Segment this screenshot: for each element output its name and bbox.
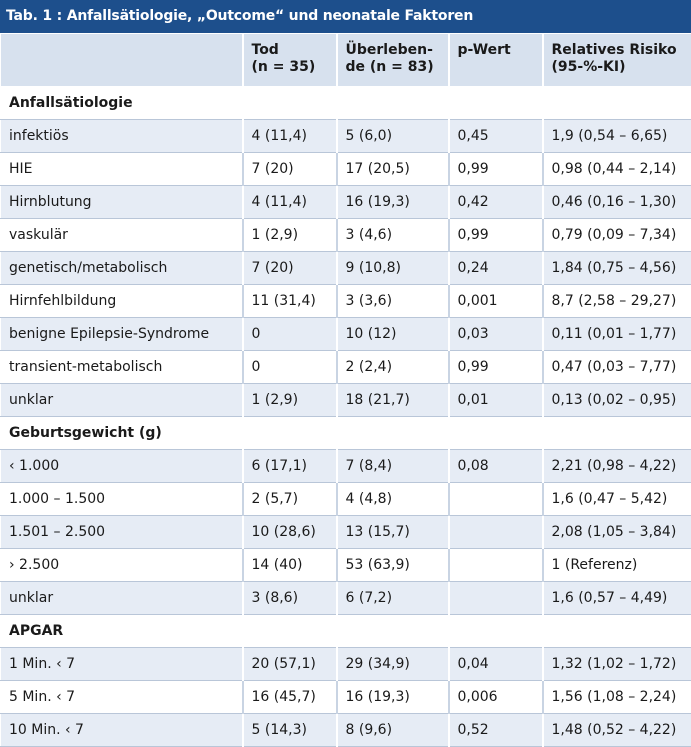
cell-tod: 4 (11,4)	[243, 186, 337, 219]
cell-label: › 2.500	[1, 549, 243, 582]
cell-p-wert: 0,99	[449, 219, 543, 252]
header-ueberlebende-line2: de (n = 83)	[346, 59, 434, 75]
section-heading: APGAR	[1, 615, 691, 648]
cell-relatives-risiko: 1,84 (0,75 – 4,56)	[543, 252, 691, 285]
cell-relatives-risiko: 1,6 (0,57 – 4,49)	[543, 582, 691, 615]
cell-tod: 20 (57,1)	[243, 648, 337, 681]
cell-ueberlebende: 7 (8,4)	[337, 450, 449, 483]
cell-p-wert: 0,42	[449, 186, 543, 219]
cell-label: 5 Min. ‹ 7	[1, 681, 243, 714]
cell-relatives-risiko: 0,11 (0,01 – 1,77)	[543, 318, 691, 351]
header-cell-relatives-risiko	[543, 34, 691, 87]
cell-p-wert	[449, 516, 543, 549]
cell-label: unklar	[1, 582, 243, 615]
cell-p-wert: 0,04	[449, 648, 543, 681]
header-tod-line2: (n = 35)	[252, 59, 316, 75]
cell-label: 1.000 – 1.500	[1, 483, 243, 516]
cell-ueberlebende: 29 (34,9)	[337, 648, 449, 681]
cell-relatives-risiko: 1,48 (0,52 – 4,22)	[543, 714, 691, 747]
cell-label: infektiös	[1, 120, 243, 153]
cell-label: HIE	[1, 153, 243, 186]
cell-ueberlebende: 3 (3,6)	[337, 285, 449, 318]
cell-tod: 14 (40)	[243, 549, 337, 582]
cell-ueberlebende: 18 (21,7)	[337, 384, 449, 417]
cell-label: benigne Epilepsie-Syndrome	[1, 318, 243, 351]
section-row	[1, 417, 691, 450]
cell-relatives-risiko: 1,9 (0,54 – 6,65)	[543, 120, 691, 153]
cell-ueberlebende: 13 (15,7)	[337, 516, 449, 549]
section-row	[1, 87, 691, 120]
table-row	[1, 252, 691, 285]
section-heading: Geburtsgewicht (g)	[1, 417, 691, 450]
cell-tod: 5 (14,3)	[243, 714, 337, 747]
cell-relatives-risiko: 0,98 (0,44 – 2,14)	[543, 153, 691, 186]
cell-p-wert: 0,24	[449, 252, 543, 285]
cell-label: unklar	[1, 384, 243, 417]
cell-label: Hirnfehlbildung	[1, 285, 243, 318]
cell-relatives-risiko: 1,6 (0,47 – 5,42)	[543, 483, 691, 516]
cell-label: genetisch/metabolisch	[1, 252, 243, 285]
cell-ueberlebende: 6 (7,2)	[337, 582, 449, 615]
cell-p-wert: 0,52	[449, 714, 543, 747]
table-row	[1, 186, 691, 219]
cell-relatives-risiko: 0,79 (0,09 – 7,34)	[543, 219, 691, 252]
cell-tod: 0	[243, 318, 337, 351]
cell-ueberlebende: 5 (6,0)	[337, 120, 449, 153]
cell-label: ‹ 1.000	[1, 450, 243, 483]
cell-ueberlebende: 4 (4,8)	[337, 483, 449, 516]
cell-ueberlebende: 16 (19,3)	[337, 186, 449, 219]
cell-p-wert: 0,006	[449, 681, 543, 714]
cell-tod: 2 (5,7)	[243, 483, 337, 516]
cell-relatives-risiko: 1 (Referenz)	[543, 549, 691, 582]
cell-p-wert: 0,01	[449, 384, 543, 417]
cell-ueberlebende: 8 (9,6)	[337, 714, 449, 747]
cell-relatives-risiko: 2,08 (1,05 – 3,84)	[543, 516, 691, 549]
header-cell-p-wert: p-Wert	[449, 34, 543, 87]
cell-relatives-risiko: 1,32 (1,02 – 1,72)	[543, 648, 691, 681]
header-cell-tod	[243, 34, 337, 87]
table-row	[1, 318, 691, 351]
cell-tod: 16 (45,7)	[243, 681, 337, 714]
cell-p-wert: 0,001	[449, 285, 543, 318]
cell-tod: 10 (28,6)	[243, 516, 337, 549]
cell-relatives-risiko: 1,56 (1,08 – 2,24)	[543, 681, 691, 714]
cell-relatives-risiko: 8,7 (2,58 – 29,27)	[543, 285, 691, 318]
table-row	[1, 582, 691, 615]
table-row	[1, 153, 691, 186]
table-row	[1, 648, 691, 681]
cell-relatives-risiko: 2,21 (0,98 – 4,22)	[543, 450, 691, 483]
cell-p-wert	[449, 483, 543, 516]
header-rr-line1: Relatives Risiko	[552, 42, 677, 58]
header-cell-ueberlebende	[337, 34, 449, 87]
cell-relatives-risiko: 0,13 (0,02 – 0,95)	[543, 384, 691, 417]
table-row	[1, 120, 691, 153]
cell-p-wert	[449, 582, 543, 615]
cell-relatives-risiko: 0,47 (0,03 – 7,77)	[543, 351, 691, 384]
cell-relatives-risiko: 0,46 (0,16 – 1,30)	[543, 186, 691, 219]
table-row	[1, 516, 691, 549]
cell-tod: 7 (20)	[243, 153, 337, 186]
cell-tod: 11 (31,4)	[243, 285, 337, 318]
cell-tod: 0	[243, 351, 337, 384]
cell-label: vaskulär	[1, 219, 243, 252]
cell-tod: 7 (20)	[243, 252, 337, 285]
cell-label: 1.501 – 2.500	[1, 516, 243, 549]
table-title: Tab. 1 : Anfallsätiologie, „Outcome“ und neonatale Faktoren	[0, 0, 691, 33]
cell-label: 1 Min. ‹ 7	[1, 648, 243, 681]
cell-p-wert: 0,45	[449, 120, 543, 153]
cell-p-wert: 0,99	[449, 351, 543, 384]
data-table	[0, 33, 691, 747]
cell-label: Hirnblutung	[1, 186, 243, 219]
cell-ueberlebende: 17 (20,5)	[337, 153, 449, 186]
table-row	[1, 351, 691, 384]
cell-p-wert: 0,08	[449, 450, 543, 483]
table-row	[1, 681, 691, 714]
cell-tod: 4 (11,4)	[243, 120, 337, 153]
table-row	[1, 384, 691, 417]
cell-ueberlebende: 16 (19,3)	[337, 681, 449, 714]
section-heading: Anfallsätiologie	[1, 87, 691, 120]
table-row	[1, 219, 691, 252]
header-cell-label	[1, 34, 243, 87]
header-tod-line1: Tod	[252, 42, 279, 58]
cell-tod: 1 (2,9)	[243, 384, 337, 417]
cell-p-wert: 0,99	[449, 153, 543, 186]
cell-tod: 1 (2,9)	[243, 219, 337, 252]
cell-ueberlebende: 9 (10,8)	[337, 252, 449, 285]
cell-tod: 3 (8,6)	[243, 582, 337, 615]
cell-ueberlebende: 53 (63,9)	[337, 549, 449, 582]
table-row	[1, 549, 691, 582]
cell-p-wert: 0,03	[449, 318, 543, 351]
header-ueberlebende-line1: Überleben-	[346, 42, 433, 58]
cell-ueberlebende: 2 (2,4)	[337, 351, 449, 384]
cell-tod: 6 (17,1)	[243, 450, 337, 483]
table-row	[1, 450, 691, 483]
cell-label: transient-metabolisch	[1, 351, 243, 384]
cell-p-wert	[449, 549, 543, 582]
header-rr-line2: (95-%-KI)	[552, 59, 626, 75]
cell-ueberlebende: 10 (12)	[337, 318, 449, 351]
section-row	[1, 615, 691, 648]
table-body	[1, 87, 691, 747]
table-row	[1, 285, 691, 318]
cell-ueberlebende: 3 (4,6)	[337, 219, 449, 252]
table-row	[1, 483, 691, 516]
header-row	[1, 34, 691, 87]
cell-label: 10 Min. ‹ 7	[1, 714, 243, 747]
